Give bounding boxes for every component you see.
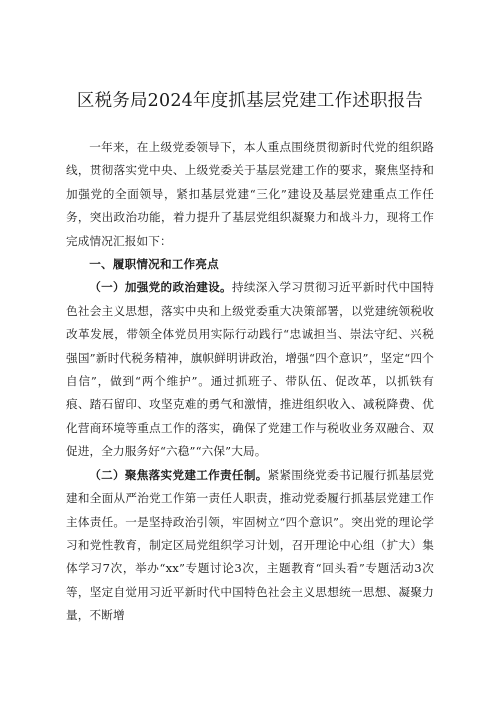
subsection-1-paragraph	[66, 276, 434, 463]
subsection-1-text: 持续深入学习贯彻习近平新时代中国特色社会主义思想，落实中央和上级党委重大决策部署，以党建统领税收改革发展，带领全体党员用实际行动践行“忠诚担当、崇法守纪、兴税强国”新时代税务精神，旗帜鲜明讲政治，增强“四个意识”，坚定“四个自信”，做到“两个维护”。通过抓班子、带队伍、促改革，以抓铁有痕、踏石留印、攻坚克难的勇气和激情，推进组织收入、减税降费、优化营商环境等重点工作的落实，确保了党建工作与税收业务双融合、双促进，全力服务好“六稳”“六保”大局。	[66, 280, 434, 459]
intro-paragraph: 一年来，在上级党委领导下，本人重点围绕贯彻新时代党的组织路线，贯彻落实党中央、上级党委关于基层党建工作的要求，聚焦坚持和加强党的全面领导，紧扣基层党建“三化”建设及基层党建重点工作任务，突出政治功能，着力提升了基层党组织凝聚力和战斗力，现将工作完成情况汇报如下：	[66, 140, 434, 248]
subsection-1-heading: （一）加强党的政治建设。	[89, 280, 232, 295]
subsection-2-heading: （二）聚焦落实党建工作责任制。	[89, 467, 268, 482]
section-heading: 一、履职情况和工作亮点	[89, 257, 219, 272]
subsection-2-text: 紧紧围绕党委书记履行抓基层党建和全面从严治党工作第一责任人职责，推动党委履行抓基层党建工作主体责任。一是坚持政治引领，牢固树立“四个意识”。突出党的理论学习和党性教育，制定区局党组织学习计划，召开理论中心组（扩大）集体学习7次，举办“xx”专题讨论3次，主题教育“回头看”专题活动3次等，坚定自觉用习近平新时代中国特色社会主义思想统一思想、凝聚力量，不断增	[66, 467, 434, 623]
subsection-2-paragraph	[66, 464, 434, 628]
document-body	[66, 136, 434, 628]
document-title: 区税务局2024年度抓基层党建工作述职报告	[76, 91, 424, 111]
